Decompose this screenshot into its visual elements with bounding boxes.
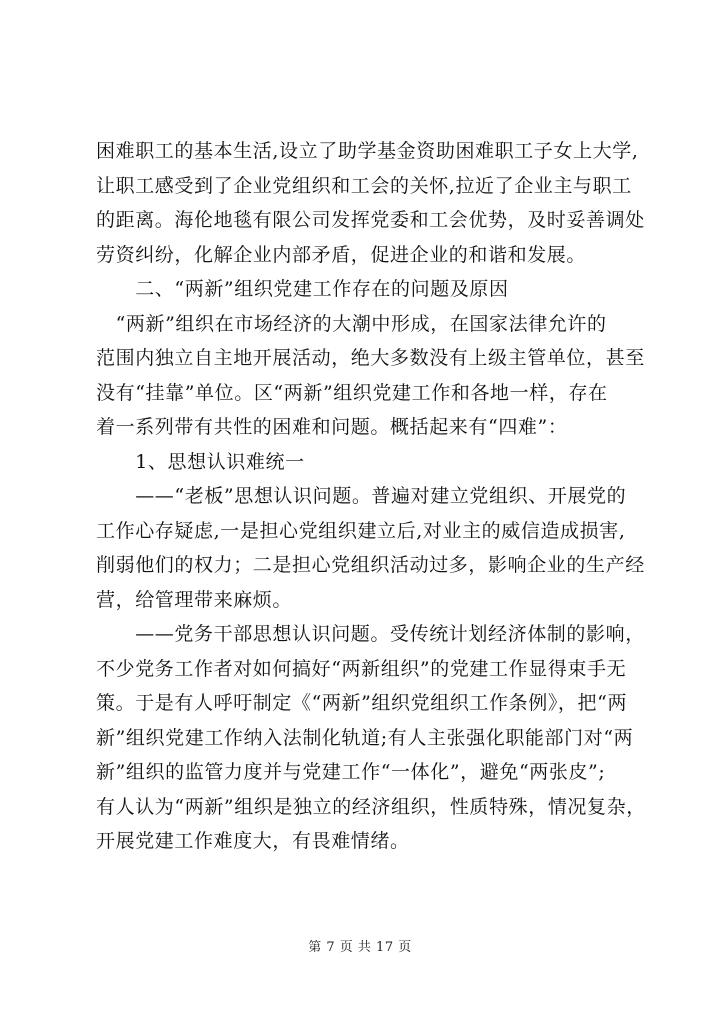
paragraph-line: 削弱他们的权力；二是担心党组织活动过多，影响企业的生产经 [96,554,645,576]
paragraph-line: 困难职工的基本生活,设立了助学基金资助困难职工子女上大学, [96,140,639,162]
paragraph-line: 工作心存疑虑,一是担心党组织建立后,对业主的威信造成损害, [96,519,626,542]
paragraph-line: 不少党务工作者对如何搞好“两新组织”的党建工作显得束手无 [96,657,627,680]
paragraph-line: 劳资纠纷，化解企业内部矛盾，促进企业的和谐和发展。 [96,243,587,266]
page-number-footer: 第 7 页 共 17 页 [308,940,412,955]
section-heading: 二、“两新”组织党建工作存在的问题及原因 [96,278,509,300]
paragraph-line: 范围内独立自主地开展活动，绝大多数没有上级主管单位，甚至 [96,347,645,369]
paragraph-line: 着一系列带有共性的困难和问题。概括起来有“四难”： [96,416,568,438]
paragraph-line: 新”组织的监管力度并与党建工作“一体化”，避免“两张皮”; [96,761,606,783]
paragraph-line: 的距离。海伦地毯有限公司发挥党委和工会优势，及时妥善调处 [96,209,645,231]
paragraph-line: “两新”组织在市场经济的大潮中形成，在国家法律允许的 [96,312,607,335]
paragraph-line: 开展党建工作难度大，有畏难情绪。 [96,830,410,852]
paragraph-line: 让职工感受到了企业党组织和工会的关怀,拉近了企业主与职工 [96,174,632,197]
document-body [96,134,648,859]
paragraph-line: ——党务干部思想认识问题。受传统计划经济体制的影响， [96,623,645,645]
paragraph-line: 营，给管理带来麻烦。 [96,588,293,611]
paragraph-line: 有人认为“两新”组织是独立的经济组织，性质特殊，情况复杂， [96,795,646,818]
paragraph-line: 新”组织党建工作纳入法制化轨道;有人主张强化职能部门对“两 [96,726,634,749]
paragraph-line: ——“老板”思想认识问题。普遍对建立党组织、开展党的 [96,485,627,507]
paragraph-line: 策。于是有人呼吁制定《“两新”组织党组织工作条例》，把“两 [96,692,628,714]
paragraph-line: 没有“挂靠”单位。区“两新”组织党建工作和各地一样，存在 [96,381,608,404]
subsection-heading: 1、思想认识难统一 [96,450,305,473]
